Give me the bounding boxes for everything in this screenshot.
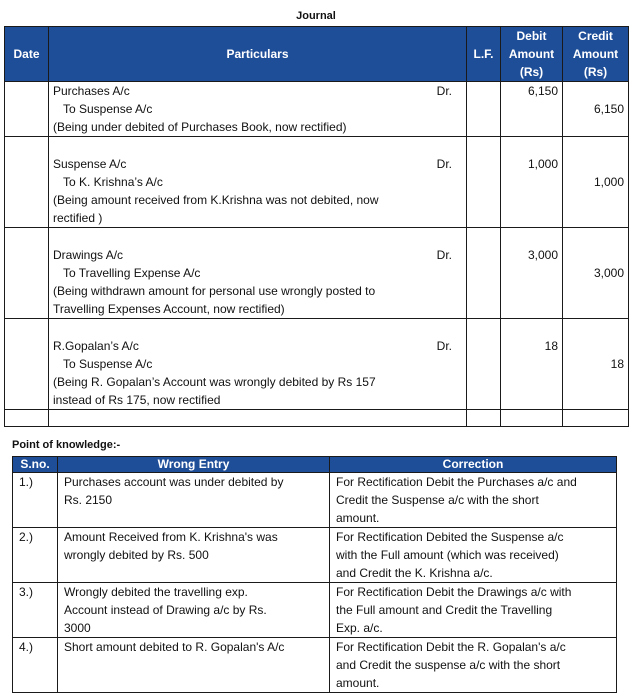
wrong-entry-cell [58,473,330,528]
correction-line: amount. [336,676,380,690]
header-wrong-entry: Wrong Entry [58,457,330,473]
header-debit-line: Amount [508,47,555,61]
date-cell [5,319,49,410]
debit-account-line [53,246,462,264]
credit-amount [563,410,629,427]
debit-account-line [53,155,462,173]
knowledge-heading: Point of knowledge:- [12,439,121,451]
lf-cell [467,137,501,228]
correction-cell [330,528,617,583]
wrong-entry-cell [58,638,330,693]
debit-account-line [53,337,462,355]
debit-account: R.Gopalan’s A/c [53,339,139,353]
journal-entry-row [5,82,629,137]
wrong-entry-line: Purchases account was under debited by [64,475,284,489]
credit-amount: 3,000 [563,228,629,319]
wrong-entry-cell [58,583,330,638]
correction-line: For Rectification Debit the R. Gopalan's a/c [336,640,566,654]
lf-cell [467,410,501,427]
particulars-cell [49,228,467,319]
header-sno: S.no. [13,457,58,473]
correction-line: the Full amount and Credit the Travelling [336,603,553,617]
dr-marker: Dr. [436,84,452,98]
credit-amount: 1,000 [563,137,629,228]
journal-title: Journal [296,10,336,22]
particulars-cell [49,82,467,137]
header-credit [563,27,629,82]
date-cell [5,82,49,137]
narration: rectified ) [53,211,103,225]
journal-entry-row [5,228,629,319]
header-lf: L.F. [467,27,501,82]
debit-account: Suspense A/c [53,157,127,171]
dr-marker: Dr. [436,339,452,353]
debit-account: Drawings A/c [53,248,124,262]
credit-amount: 6,150 [563,82,629,137]
narration: (Being amount received from K.Krishna was not debited, now [53,193,379,207]
date-cell [5,410,49,427]
correction-line: with the Full amount (which was received) [336,548,559,562]
debit-amount: 1,000 [501,137,563,228]
header-debit [501,27,563,82]
credit-account: To K. Krishna’s A/c [63,175,163,189]
debit-amount [501,410,563,427]
particulars-cell [49,319,467,410]
wrong-entry-cell [58,528,330,583]
credit-account: To Travelling Expense A/c [63,266,201,280]
correction-line: For Rectification Debit the Purchases a/c and [336,475,577,489]
wrong-entry-line: Rs. 2150 [64,493,113,507]
journal-entry-row [5,319,629,410]
dr-marker: Dr. [436,248,452,262]
knowledge-row [13,583,617,638]
correction-line: For Rectification Debit the Drawings a/c with [336,585,572,599]
sno-cell: 4.) [13,638,58,693]
wrong-entry-line: Amount Received from K. Krishna's was [64,530,278,544]
header-credit-line: (Rs) [583,65,608,79]
knowledge-row [13,473,617,528]
date-cell [5,137,49,228]
correction-line: amount. [336,511,380,525]
sno-cell: 1.) [13,473,58,528]
narration: (Being withdrawn amount for personal use wrongly posted to [53,284,376,298]
debit-amount: 6,150 [501,82,563,137]
narration: (Being under debited of Purchases Book, now rectified) [53,120,347,134]
narration: Travelling Expenses Account, now rectified) [53,302,285,316]
correction-line: For Rectification Debited the Suspense a/c [336,530,564,544]
correction-cell [330,473,617,528]
header-credit-line: Credit [578,29,613,43]
header-debit-line: (Rs) [519,65,544,79]
lf-cell [467,82,501,137]
correction-line: Credit the Suspense a/c with the short [336,493,539,507]
journal-header-row [5,27,629,82]
journal-blank-row [5,410,629,427]
knowledge-row [13,528,617,583]
knowledge-header-row [13,457,617,473]
particulars-cell [49,410,467,427]
journal-table [4,26,629,427]
wrong-entry-line: 3000 [64,621,91,635]
header-correction: Correction [330,457,617,473]
date-cell [5,228,49,319]
correction-line: Exp. a/c. [336,621,383,635]
journal-entry-row [5,137,629,228]
credit-account: To Suspense A/c [63,102,153,116]
knowledge-row [13,638,617,693]
sno-cell: 2.) [13,528,58,583]
debit-amount: 3,000 [501,228,563,319]
narration: instead of Rs 175, now rectified [53,393,221,407]
particulars-cell [49,137,467,228]
debit-account: Purchases A/c [53,84,130,98]
dr-marker: Dr. [436,157,452,171]
lf-cell [467,319,501,410]
header-debit-line: Debit [516,29,547,43]
lf-cell [467,228,501,319]
wrong-entry-line: Account instead of Drawing a/c by Rs. [64,603,267,617]
debit-account-line [53,82,462,100]
correction-cell [330,583,617,638]
wrong-entry-line: Wrongly debited the travelling exp. [64,585,248,599]
header-credit-line: Amount [572,47,619,61]
correction-cell [330,638,617,693]
sno-cell: 3.) [13,583,58,638]
credit-account: To Suspense A/c [63,357,153,371]
credit-amount: 18 [563,319,629,410]
correction-line: and Credit the K. Krishna a/c. [336,566,493,580]
header-particulars: Particulars [49,27,467,82]
correction-line: and Credit the suspense a/c with the short [336,658,561,672]
header-date: Date [5,27,49,82]
wrong-entry-line: Short amount debited to R. Gopalan's A/c [64,640,285,654]
knowledge-table [12,456,617,693]
narration: (Being R. Gopalan’s Account was wrongly debited by Rs 157 [53,375,376,389]
wrong-entry-line: wrongly debited by Rs. 500 [64,548,209,562]
debit-amount: 18 [501,319,563,410]
